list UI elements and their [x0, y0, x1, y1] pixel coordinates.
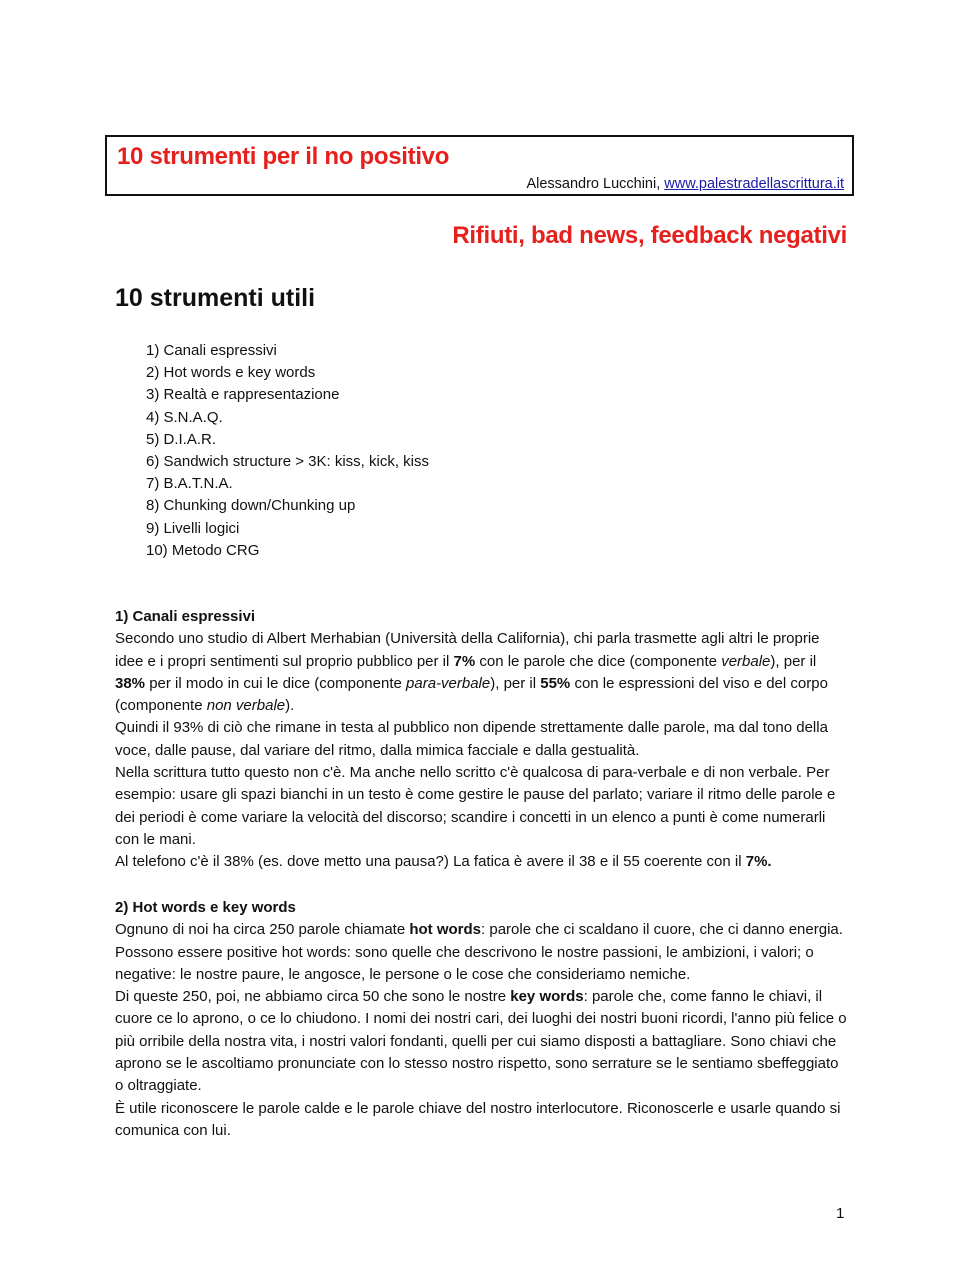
list-item: 3) Realtà e rappresentazione [146, 386, 340, 404]
list-item: 9) Livelli logici [146, 519, 240, 537]
document-title: 10 strumenti per il no positivo [117, 143, 450, 170]
author-line [526, 176, 844, 192]
section-title: 10 strumenti utili [115, 284, 316, 312]
list-item: 1) Canali espressivi [146, 342, 277, 359]
list-item: 7) B.A.T.N.A. [146, 475, 233, 493]
paragraph: Secondo uno studio di Albert Merhabian (Università della California), chi parla trasmette agli altri le proprie idee e i propri sentimenti sul proprio pubblico per il 7% con le parole che dice (componente verbale), per il 38% per il modo in cui le dice (componente para-verbale), per il 55% con le espressioni del viso e del corpo (componente non verbale). [115, 630, 828, 715]
paragraph: Al telefono c'è il 38% (es. dove metto una pausa?) La fatica è avere il 38 e il 55 coerente con il 7%. [115, 853, 772, 871]
paragraph: Nella scrittura tutto questo non c'è. Ma anche nello scritto c'è qualcosa di para-verbale e di non verbale. Per esempio: usare gli spazi bianchi in un testo è come gestire le pause del parlato; variare il ritmo delle parole e dei periodi è come variare la velocità del discorso; scandire i concetti in un elenco a punti è come numerarli con le mani. [115, 764, 836, 848]
list-item: 6) Sandwich structure > 3K: kiss, kick, kiss [146, 453, 430, 471]
website-link[interactable]: www.palestradellascrittura.it [664, 176, 844, 192]
list-item: 8) Chunking down/Chunking up [146, 497, 356, 515]
author-name: Alessandro Lucchini, [526, 176, 661, 192]
list-item: 2) Hot words e key words [146, 364, 316, 382]
paragraph: Di queste 250, poi, ne abbiamo circa 50 che sono le nostre key words: parole che, come fanno le chiavi, il cuore ce lo aprono, o ce lo chiudono. I nomi dei nostri cari, dei luoghi dei nostri buoni ricordi, l'anno più felice o più orribile della nostra vita, i nostri valori fondanti, quelli per cui siamo disposti a battagliare. Sono chiavi che aprono se le ascoltiamo pronunciate con lo stesso nostro rispetto, sono serrature se le sentiamo sbeffeggiato o oltraggiate. [115, 988, 847, 1095]
list-item: 10) Metodo CRG [146, 541, 260, 559]
section-heading: 2) Hot words e key words [115, 899, 296, 916]
paragraph: È utile riconoscere le parole calde e le parole chiave del nostro interlocutore. Riconoscerle e usarle quando si comunica con lui. [115, 1099, 841, 1139]
page-number: 1 [836, 1205, 845, 1222]
tools-list [146, 340, 429, 562]
list-item: 4) S.N.A.Q. [146, 408, 223, 426]
paragraph: Quindi il 93% di ciò che rimane in testa al pubblico non dipende strettamente dalle parole, ma dal tono della voce, dalle pause, dal variare del ritmo, dalla mimica facciale e dalla gestualità. [115, 719, 828, 759]
paragraph: Ognuno di noi ha circa 250 parole chiamate hot words: parole che ci scaldano il cuore, che ci danno energia. Possono essere positive hot words: sono quelle che descrivono le nostre passioni, le ambizioni, i valori; o negative: le nostre paure, le angosce, le persone o le cose che consideriamo nemiche. [115, 921, 843, 983]
section-heading: 1) Canali espressivi [115, 608, 256, 625]
title-box [105, 135, 854, 196]
document-subtitle: Rifiuti, bad news, feedback negativi [452, 222, 847, 249]
list-item: 5) D.I.A.R. [146, 430, 217, 448]
section-hot-words [115, 897, 850, 1142]
section-canali-espressivi [115, 606, 850, 874]
